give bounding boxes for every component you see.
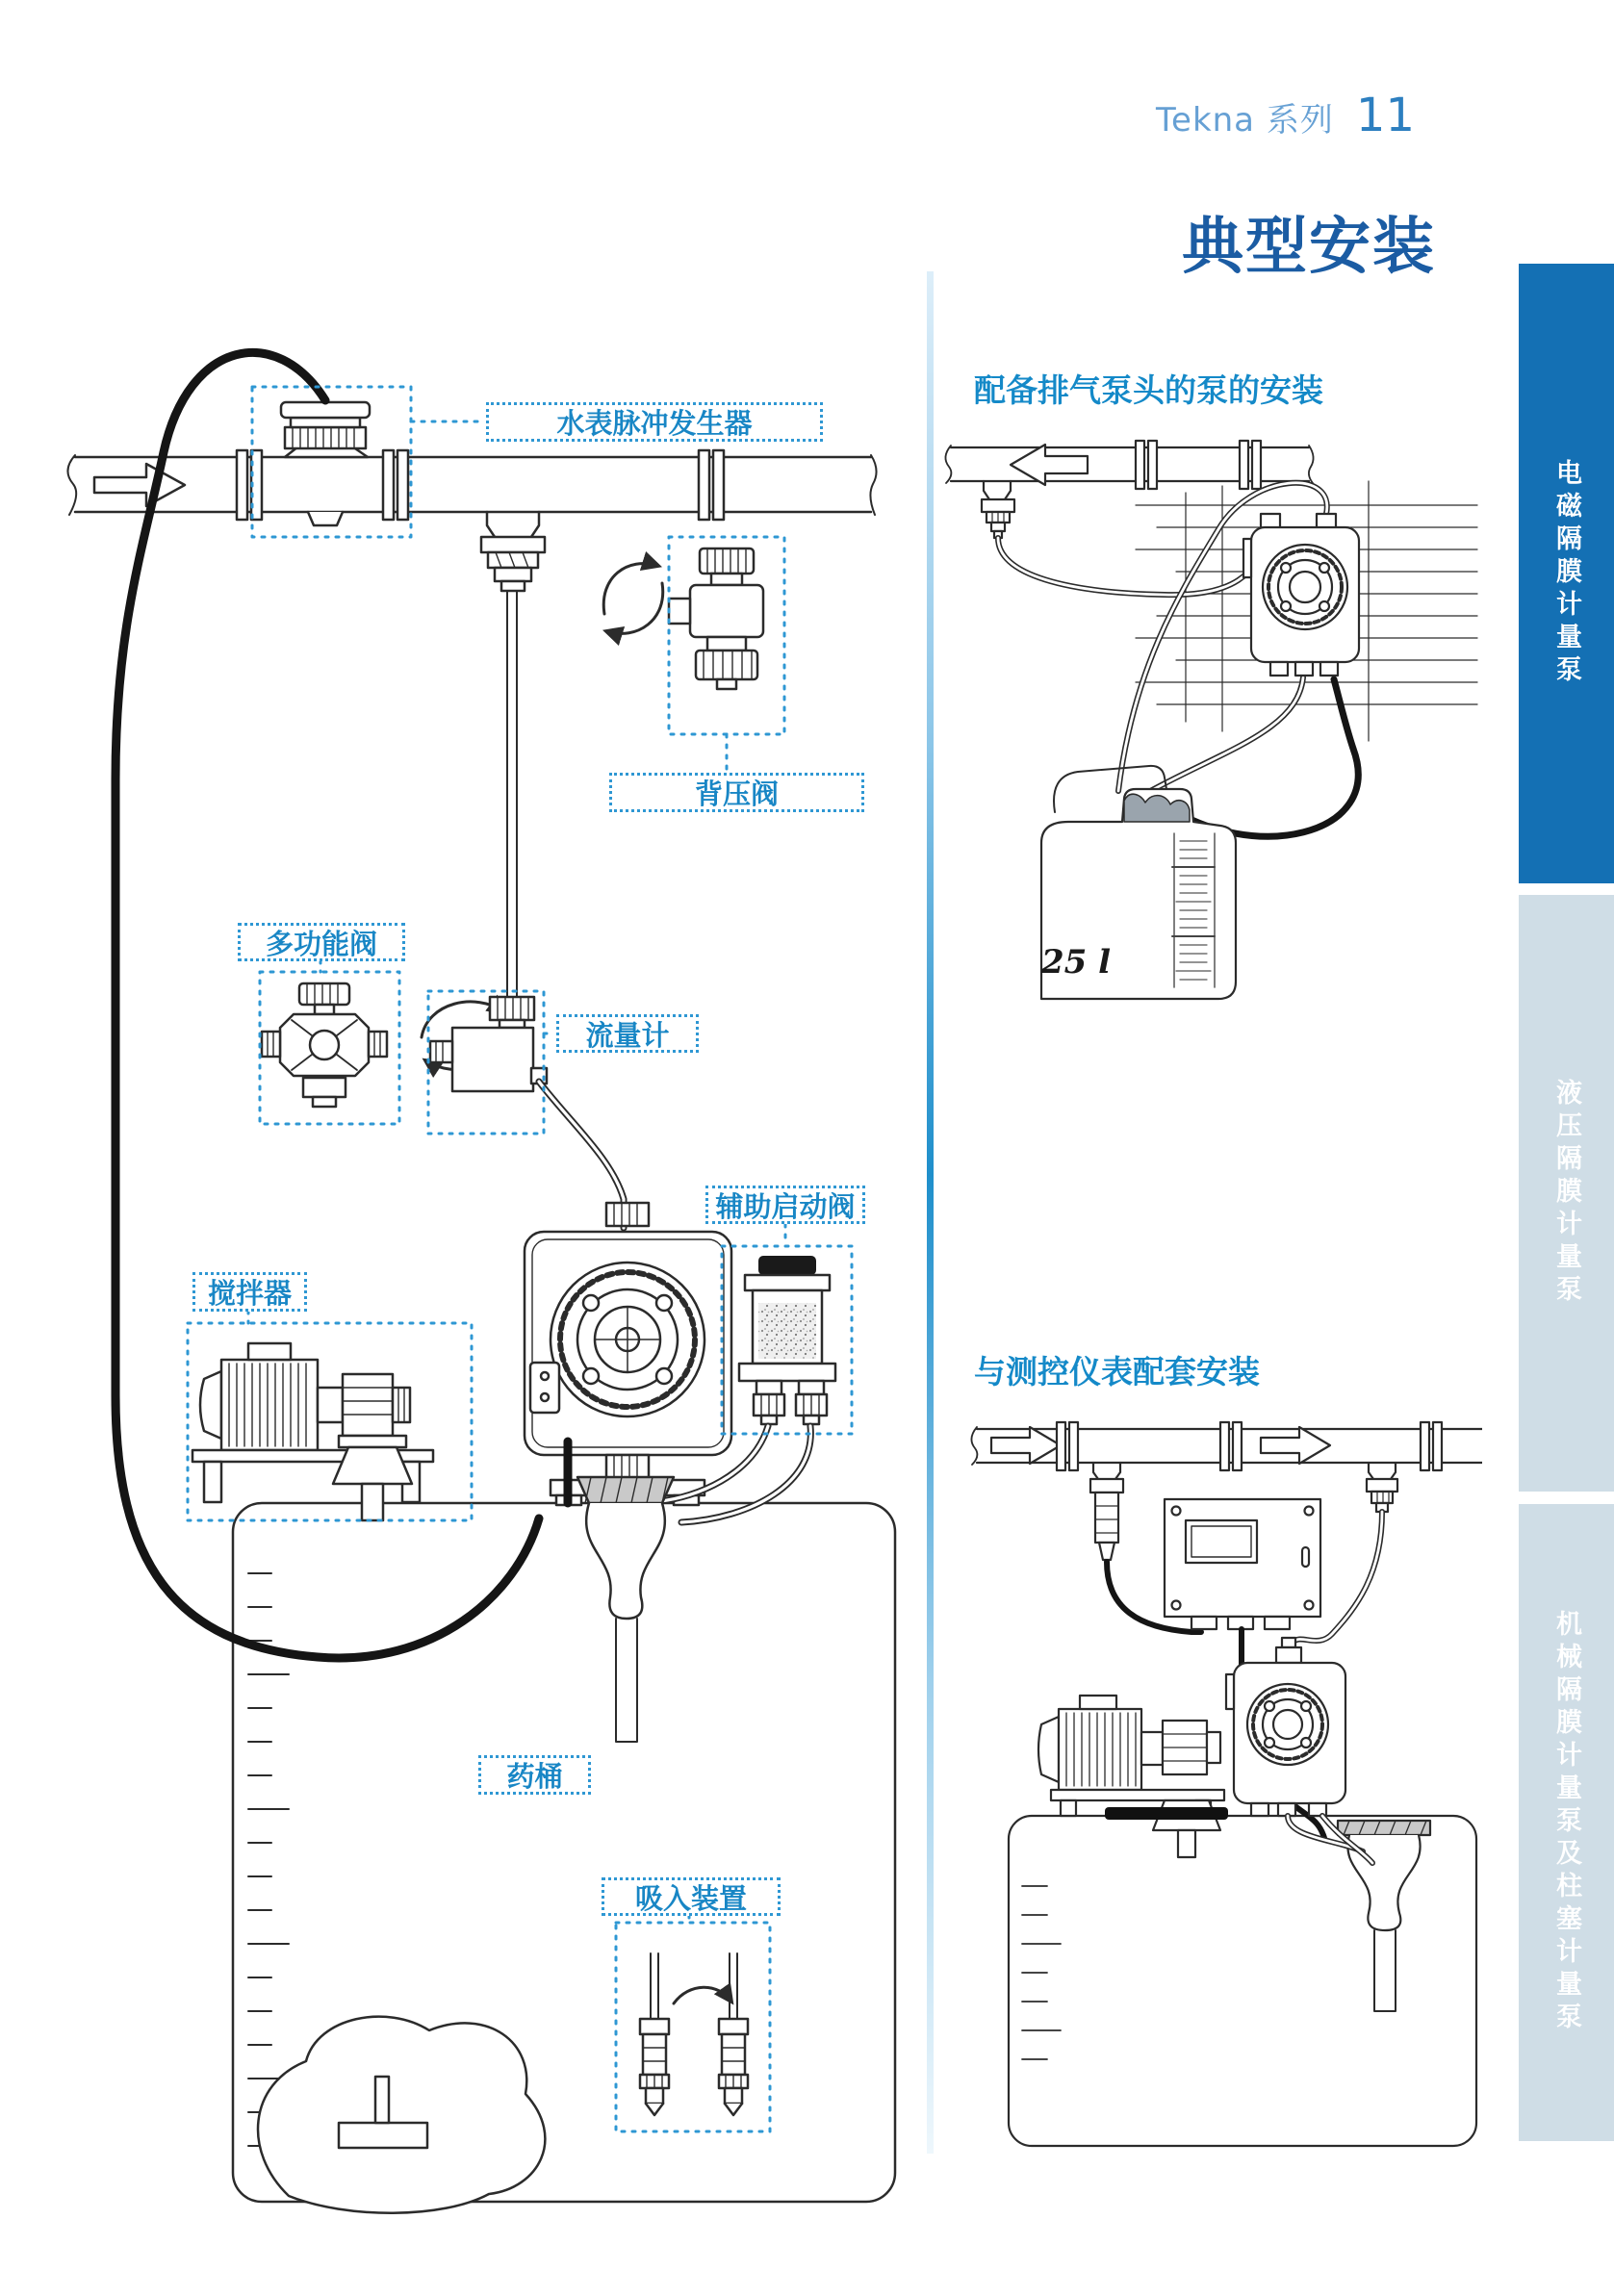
label-chemical-tank: 药桶 — [478, 1755, 591, 1795]
water-meter-illustration — [281, 402, 370, 525]
column-divider — [927, 271, 934, 2154]
back-pressure-valve-illustration — [669, 548, 763, 689]
flow-arrow — [1011, 445, 1088, 485]
section-heading-degassing-pump: 配备排气泵头的泵的安装 — [974, 371, 1323, 409]
metering-pump-illustration — [1243, 514, 1359, 676]
flow-arrow — [1261, 1427, 1330, 1464]
tank-capacity-label: 25 l — [1041, 943, 1112, 982]
sidebar-tab-solenoid-diaphragm-pumps — [1519, 264, 1614, 883]
degassing-installation-diagram — [934, 414, 1482, 1030]
sensor-probe — [1090, 1463, 1123, 1560]
water-pipe — [67, 450, 876, 520]
label-water-meter-pulse-generator: 水表脉冲发生器 — [486, 402, 823, 442]
metering-pump-illustration — [1226, 1638, 1345, 1816]
flow-meter-illustration — [430, 997, 547, 1091]
instrument-installation-diagram — [934, 1386, 1482, 2156]
injection-fitting — [982, 481, 1014, 538]
injection-fitting — [1367, 1463, 1397, 1512]
main-installation-diagram — [0, 318, 924, 2296]
label-flow-meter: 流量计 — [556, 1014, 699, 1053]
metering-pump-illustration — [525, 1203, 731, 1507]
sidebar-tab-mechanical-diaphragm-plunger-pumps — [1519, 1504, 1614, 2141]
sidebar-tab-label: 电磁隔膜计量泵 — [1551, 459, 1581, 688]
rotation-arrows — [603, 564, 663, 634]
flow-arrow — [991, 1427, 1061, 1464]
water-pipe — [971, 1422, 1482, 1470]
flow-arrow — [94, 464, 185, 506]
sidebar-tab-label: 液压隔膜计量泵 — [1551, 1079, 1581, 1308]
discharge-tube — [507, 591, 517, 999]
section-heading-instrument: 与测控仪表配套安装 — [974, 1353, 1260, 1390]
multi-function-valve-illustration — [262, 983, 387, 1107]
series-name: Tekna 系列 — [1156, 101, 1334, 140]
sidebar-tab-hydraulic-diaphragm-pumps — [1519, 895, 1614, 1492]
sidebar-tab-label: 机械隔膜计量泵及柱塞计量泵 — [1551, 1610, 1581, 2035]
water-pipe — [945, 441, 1313, 489]
label-agitator: 搅拌器 — [192, 1272, 307, 1312]
label-multi-function-valve: 多功能阀 — [238, 923, 405, 961]
label-back-pressure-valve: 背压阀 — [609, 773, 864, 812]
chemical-tank-illustration — [233, 1503, 895, 2213]
label-suction-device: 吸入装置 — [602, 1877, 781, 1916]
auxiliary-start-valve-illustration — [739, 1256, 835, 1424]
injection-fitting — [481, 512, 545, 591]
label-auxiliary-start-valve: 辅助启动阀 — [705, 1186, 865, 1224]
agitator-illustration — [192, 1343, 433, 1520]
page-title: 典型安装 — [1182, 212, 1436, 283]
page-header — [1059, 89, 1415, 142]
tank-seal-strip — [1105, 1807, 1228, 1820]
controller-illustration — [1165, 1499, 1320, 1629]
page-number: 11 — [1355, 89, 1415, 142]
